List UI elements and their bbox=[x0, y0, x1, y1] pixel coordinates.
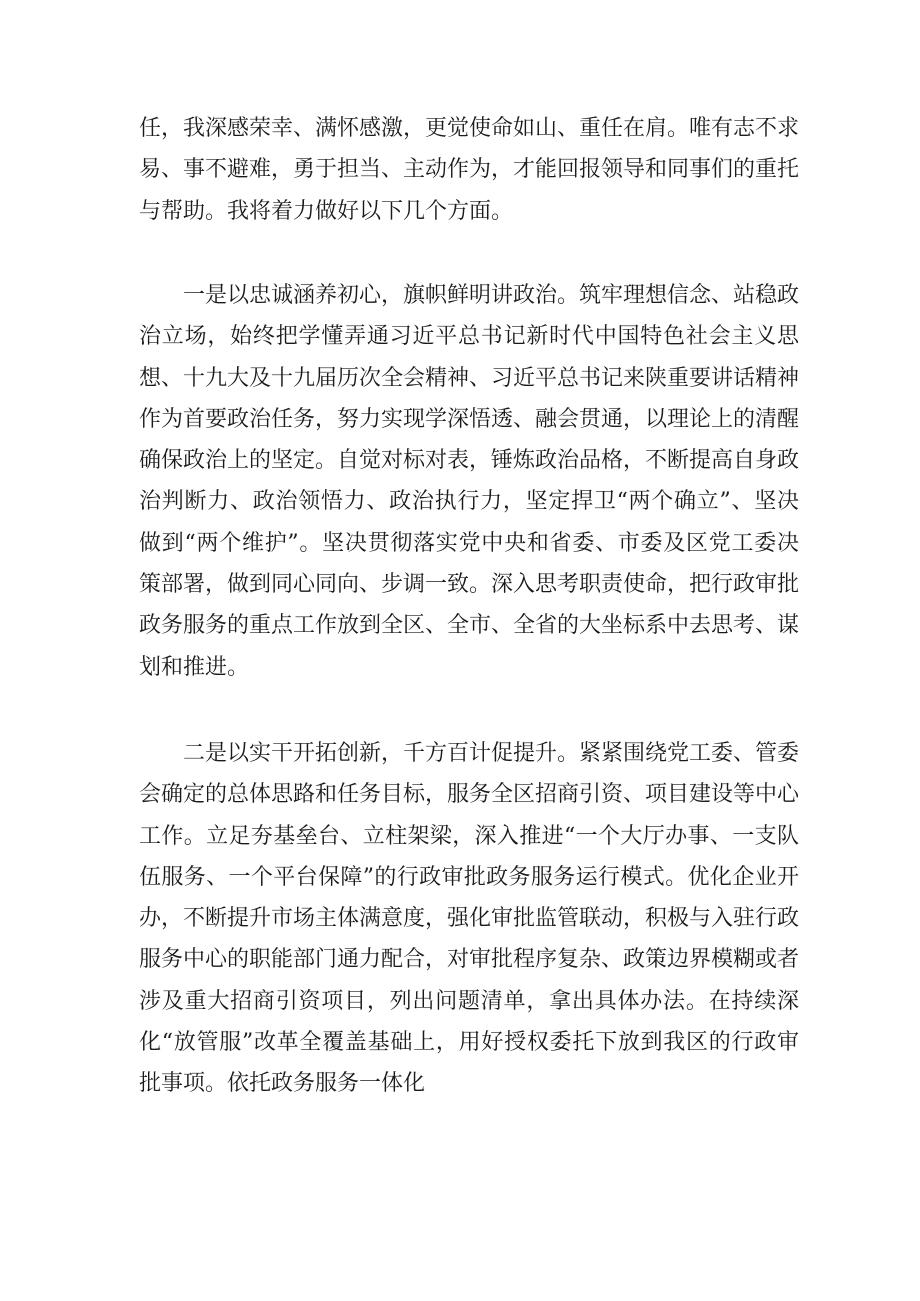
paragraph-continuation: 任，我深感荣幸、满怀感激，更觉使命如山、重任在肩。唯有志不求易、事不避难，勇于担当、主动作为，才能回报领导和同事们的重托与帮助。我将着力做好以下几个方面。 bbox=[139, 116, 800, 224]
paragraph-practical-innovation: 二是以实干开拓创新，千方百计促提升。紧紧围绕党工委、管委会确定的总体思路和任务目标，服务全区招商引资、项目建设等中心工作。立足夯基垒台、立柱架梁，深入推进“一个大厅办事、一支队伍服务、一个平台保障”的行政审批政务服务运行模式。优化企业开办，不断提升市场主体满意度，强化审批监管联动，积极与入驻行政服务中心的职能部门通力配合，对审批程序复杂、政策边界模糊或者涉及重大招商引资项目，列出问题清单，拿出具体办法。在持续深化“放管服”改革全覆盖基础上，用好授权委托下放到我区的行政审批事项。依托政务服务一体化 bbox=[139, 741, 800, 1097]
paragraph-political-loyalty: 一是以忠诚涵养初心，旗帜鲜明讲政治。筑牢理想信念、站稳政治立场，始终把学懂弄通习近平总书记新时代中国特色社会主义思想、十九大及十九届历次全会精神、习近平总书记来陕重要讲话精神作为首要政治任务，努力实现学深悟透、融会贯通，以理论上的清醒确保政治上的坚定。自觉对标对表，锤炼政治品格，不断提高自身政治判断力、政治领悟力、政治执行力，坚定捍卫“两个确立”、坚决做到“两个维护”。坚决贯彻落实党中央和省委、市委及区党工委决策部署，做到同心同向、步调一致。深入思考职责使命，把行政审批政务服务的重点工作放到全区、全市、全省的大坐标系中去思考、谋划和推进。 bbox=[139, 283, 800, 680]
